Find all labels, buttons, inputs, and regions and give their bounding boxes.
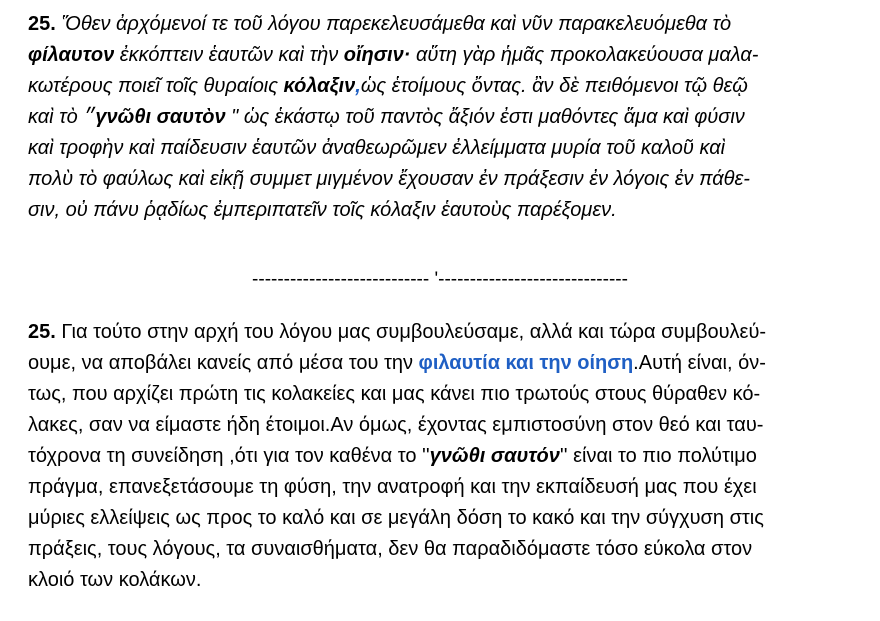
modern-line-5: τόχρονα τη συνείδηση ,ότι για τον καθένα το ''γνῶθι σαυτόν'' είναι το πιο πολύτιμο — [28, 445, 757, 467]
highlighted-phrase: φιλαυτία και την οίηση — [418, 352, 634, 374]
modern-line-1: 25. Για τούτο στην αρχή του λόγου μας συμβουλεύσαμε, αλλά και τώρα συμβουλεύ- — [28, 321, 767, 343]
keyword-oiesis: οἴησιν· — [343, 44, 411, 66]
keyword-gnothi-sauton: γνῶθι σαυτόν — [429, 445, 560, 467]
modern-line-2: ουμε, να αποβάλει κανείς από μέσα του την φιλαυτία και την οίηση.Αυτή είναι, όν- — [28, 352, 766, 374]
modern-line-6: πράγμα, επανεξετάσουμε τη φύση, την ανατροφή και την εκπαίδευσή μας που έχει — [28, 476, 757, 498]
paragraph-number: 25. — [28, 321, 56, 343]
greek-line-7: σιν, οὐ πάνυ ῥᾳδίως ἐμπεριπατεῖν τοῖς κόλαξιν ἑαυτοὺς παρέξομεν. — [28, 199, 617, 221]
greek-line-4: καὶ τὸ ״γνῶθι σαυτὸν " ὡς ἑκάστῳ τοῦ παντὸς ἄξιόν ἐστι μαθόντες ἅμα καὶ φύσιν — [28, 106, 745, 128]
greek-line-3: κωτέρους ποιεῖ τοῖς θυραίοις κόλαξιν,ὡς ἑτοίμους ὄντας. ἂν δὲ πειθόμενοι τῷ θεῷ — [28, 75, 748, 97]
modern-line-7: μύριες ελλείψεις ως προς το καλό και σε μεγάλη δόση το κακό και την σύγχυση στις — [28, 507, 764, 529]
greek-line-5: καὶ τροφὴν καὶ παίδευσιν ἑαυτῶν ἀναθεωρῶμεν ἐλλείμματα μυρία τοῦ καλοῦ καὶ — [28, 137, 726, 159]
keyword-kolaxin: κόλαξιν — [283, 75, 356, 97]
modern-line-8: πράξεις, τους λόγους, τα συναισθήματα, δεν θα παραδιδόμαστε τόσο εύκολα στον — [28, 538, 753, 560]
keyword-gnothi-sauton: γνῶθι σαυτὸν — [95, 106, 226, 128]
paragraph-number: 25. — [28, 13, 56, 35]
keyword-philautia: φίλαυτον — [28, 44, 115, 66]
modern-line-9: κλοιό των κολάκων. — [28, 569, 202, 591]
modern-line-3: τως, που αρχίζει πρώτη τις κολακείες και μας κάνει πιο τρωτούς στους θύραθεν κό- — [28, 383, 761, 405]
greek-line-2: φίλαυτον ἐκκόπτειν ἑαυτῶν καὶ τὴν οἴησιν· αὕτη γὰρ ἡμᾶς προκολακεύουσα μαλα- — [28, 44, 759, 66]
greek-line-6: πολὺ τὸ φαύλως καὶ εἰκῇ συμμετ μιγμένον ἔχουσαν ἐν πράξεσιν ἐν λόγοις ἐν πάθε- — [28, 168, 750, 190]
section-divider: ---------------------------- '------------------------------ — [252, 269, 628, 290]
greek-line-1: 25. Ὅθεν ἀρχόμενοί τε τοῦ λόγου παρεκελευσάμεθα καὶ νῦν παρακελευόμεθα τὸ — [28, 13, 732, 35]
modern-line-4: λακες, σαν να είμαστε ήδη έτοιμοι.Αν όμως, έχοντας εμπιστοσύνη στον θεό και ταυ- — [28, 414, 764, 436]
